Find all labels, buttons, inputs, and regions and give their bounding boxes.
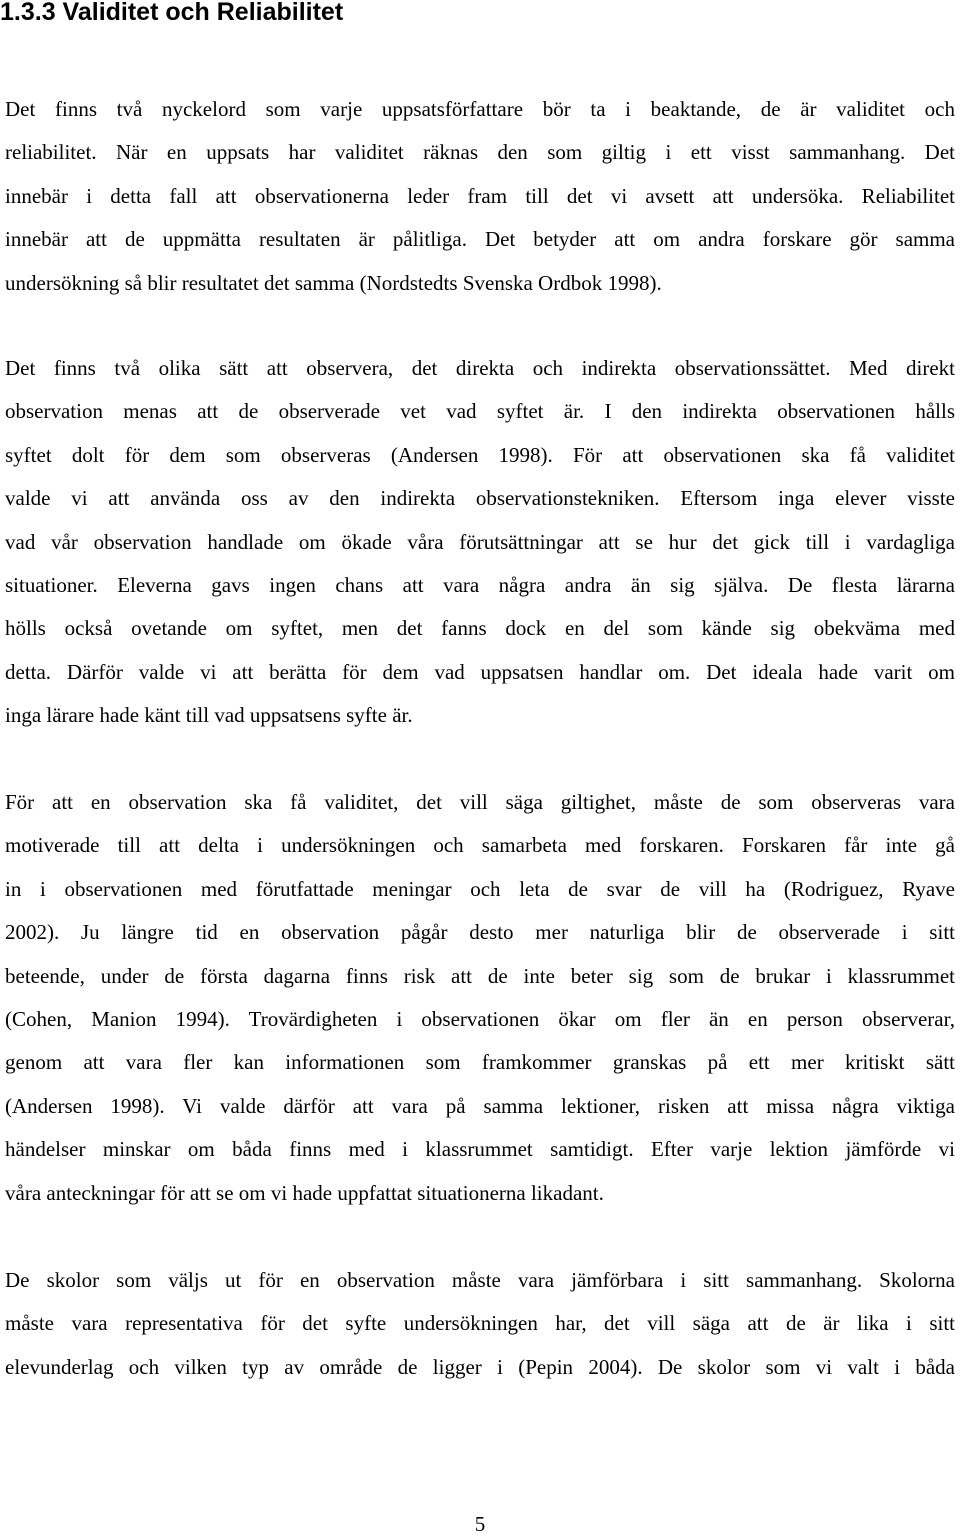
text-line: vad vår observation handlade om ökade våra förutsättningar att se hur det gick till i vardagliga bbox=[5, 529, 955, 554]
text-line: observation menas att de observerade vet vad syftet är. I den indirekta observationen hålls bbox=[5, 399, 955, 424]
text-line: måste vara representativa för det syfte undersökningen har, det vill säga att de är lika i sitt bbox=[5, 1311, 955, 1336]
page-number: 5 bbox=[474, 1512, 486, 1536]
paragraph bbox=[5, 88, 955, 305]
text-line: (Cohen, Manion 1994). Trovärdigheten i observationen ökar om fler än en person observerar, bbox=[5, 1007, 955, 1032]
text-line: hölls också ovetande om syftet, men det fanns dock en del som kände sig obekväma med bbox=[5, 616, 955, 641]
text-line: genom att vara fler kan informationen som framkommer granskas på ett mer kritiskt sätt bbox=[5, 1050, 955, 1075]
text-line: våra anteckningar för att se om vi hade uppfattat situationerna likadant. bbox=[5, 1180, 604, 1205]
text-line: valde vi att använda oss av den indirekta observationstekniken. Eftersom inga elever visste bbox=[5, 486, 955, 511]
text-line: händelser minskar om båda finns med i klassrummet samtidigt. Efter varje lektion jämförde vi bbox=[5, 1137, 955, 1162]
text-line: reliabilitet. När en uppsats har validitet räknas den som giltig i ett visst sammanhang. Det bbox=[5, 140, 955, 165]
text-line: Det finns två olika sätt att observera, det direkta och indirekta observationssättet. Med direkt bbox=[5, 356, 955, 380]
text-line: För att en observation ska få validitet, det vill säga giltighet, måste de som observeras vara bbox=[5, 790, 955, 814]
text-line: elevunderlag och vilken typ av område de ligger i (Pepin 2004). De skolor som vi valt i båda bbox=[5, 1354, 955, 1379]
text-line: innebär i detta fall att observationerna leder fram till det vi avsett att undersöka. Reliabilitet bbox=[5, 183, 955, 208]
text-line: motiverade till att delta i undersökningen och samarbeta med forskaren. Forskaren får inte gå bbox=[5, 833, 955, 858]
text-line: detta. Därför valde vi att berätta för dem vad uppsatsen handlar om. Det ideala hade varit om bbox=[5, 659, 955, 684]
text-line: (Andersen 1998). Vi valde därför att vara på samma lektioner, risken att missa några viktiga bbox=[5, 1093, 955, 1118]
text-line: 2002). Ju längre tid en observation pågår desto mer naturliga blir de observerade i sitt bbox=[5, 920, 955, 945]
text-line: innebär att de uppmätta resultaten är pålitliga. Det betyder att om andra forskare gör samma bbox=[5, 227, 955, 252]
section-heading: 1.3.3 Validitet och Reliabilitet bbox=[0, 0, 344, 26]
paragraph bbox=[5, 1259, 955, 1389]
text-line: situationer. Eleverna gavs ingen chans att vara några andra än sig själva. De flesta lärarna bbox=[5, 573, 955, 598]
text-line: inga lärare hade känt till vad uppsatsens syfte är. bbox=[5, 703, 413, 728]
text-line: beteende, under de första dagarna finns risk att de inte beter sig som de brukar i klassrummet bbox=[5, 963, 955, 988]
text-line: undersökning så blir resultatet det samma (Nordstedts Svenska Ordbok 1998). bbox=[5, 270, 662, 295]
text-line: De skolor som väljs ut för en observation måste vara jämförbara i sitt sammanhang. Skolorna bbox=[5, 1268, 955, 1292]
text-line: syftet dolt för dem som observeras (Andersen 1998). För att observationen ska få validitet bbox=[5, 442, 955, 467]
text-line: in i observationen med förutfattade meningar och leta de svar de vill ha (Rodriguez, Ryave bbox=[5, 876, 955, 901]
text-line: Det finns två nyckelord som varje uppsatsförfattare bör ta i beaktande, de är validitet och bbox=[5, 97, 955, 121]
paragraph bbox=[5, 347, 955, 738]
paragraph bbox=[5, 781, 955, 1215]
